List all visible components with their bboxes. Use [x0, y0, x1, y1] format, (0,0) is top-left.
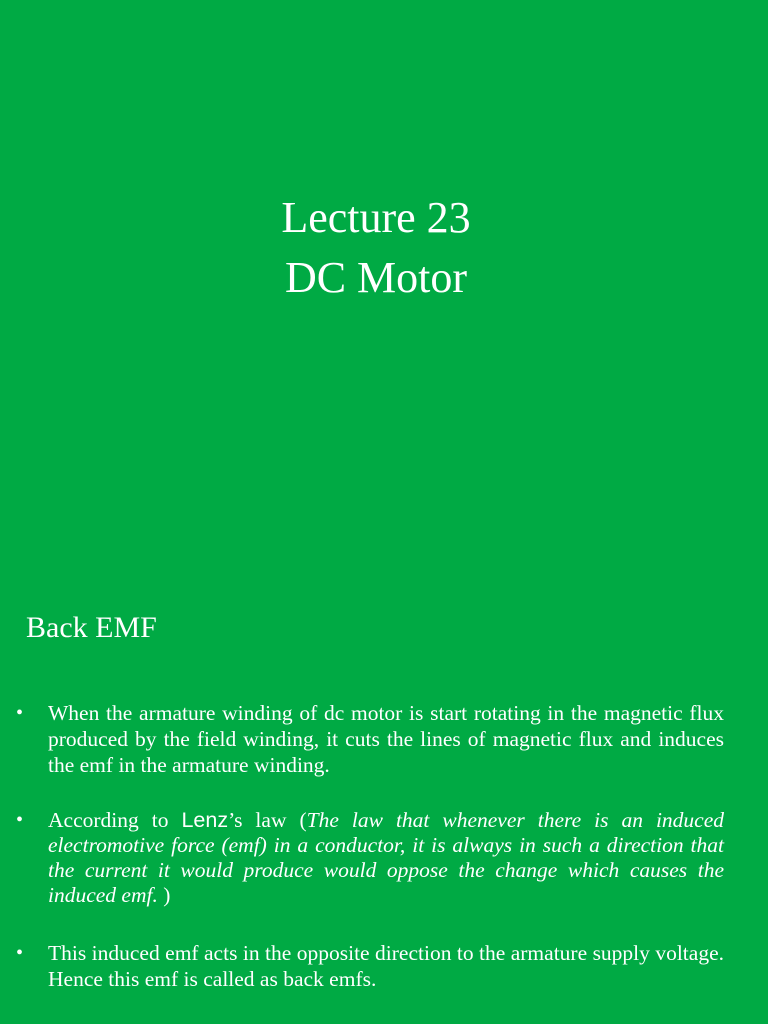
- bullet-lead-text: According to: [48, 808, 182, 832]
- title-line-topic: DC Motor: [284, 253, 468, 302]
- bullet-term: Lenz: [181, 808, 229, 832]
- bullet-marker: •: [16, 942, 24, 964]
- bullet-list: [0, 700, 768, 992]
- bullet-text: This induced emf acts in the opposite direction to the armature supply voltage. Hence this emf is called as back emfs.: [48, 941, 724, 991]
- bullet-marker: •: [16, 809, 24, 831]
- title-line-lecture: Lecture 23: [281, 193, 471, 242]
- bullet-item: [0, 808, 768, 908]
- bullet-text: When the armature winding of dc motor is start rotating in the magnetic flux produced by the field winding, it cuts the lines of magnetic flux and induces the emf in the armature winding.: [48, 701, 724, 777]
- section-heading: Back EMF: [26, 611, 157, 644]
- bullet-marker: •: [16, 702, 24, 724]
- bullet-item: [0, 940, 768, 992]
- bullet-term-suffix: ’s law (: [228, 808, 307, 832]
- bullet-item: [0, 700, 768, 778]
- slide-title: [0, 188, 752, 308]
- bullet-tail: ): [157, 883, 171, 907]
- bullet-quote: The law that whenever there is an induced electromotive force (emf) in a conductor, it is always in such a direction that the current it would produce would oppose the change which causes the induced emf.: [48, 808, 725, 907]
